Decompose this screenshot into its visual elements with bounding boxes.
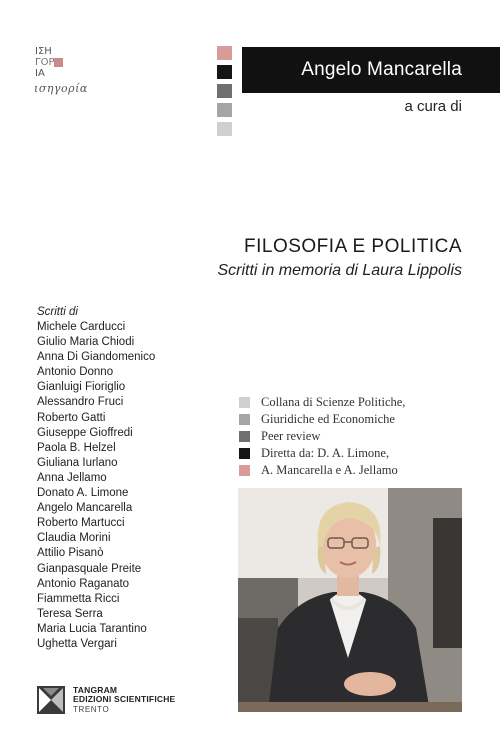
editor-note: a cura di — [404, 98, 462, 115]
contributor-name: Roberto Martucci — [37, 517, 125, 530]
square-4 — [217, 103, 232, 117]
publisher-name-1: TANGRAM — [73, 684, 118, 695]
publisher-name-2: EDIZIONI SCIENTIFICHE — [73, 694, 176, 705]
series-info-text: Peer review — [261, 429, 321, 443]
contributor-name: Paola B. Helzel — [37, 441, 116, 454]
author-bar — [242, 47, 500, 93]
square-1 — [217, 46, 232, 60]
isegoria-wordmark: ισηγορία — [34, 82, 88, 95]
contributor-name: Antonio Donno — [37, 366, 114, 379]
contributor-name: Maria Lucia Tarantino — [37, 622, 147, 635]
series-info-row — [239, 411, 469, 428]
svg-text:ΙΑ: ΙΑ — [35, 68, 45, 79]
series-info-row — [239, 462, 469, 479]
contributor-name: Gianpasquale Preite — [37, 562, 142, 575]
portrait-illustration — [238, 488, 462, 712]
contributor-name: Donato A. Limone — [37, 487, 129, 500]
svg-text:ΙΣΗ: ΙΣΗ — [35, 46, 52, 57]
series-info-row — [239, 445, 469, 462]
series-info-row — [239, 428, 469, 445]
contributor-name: Giuseppe Gioffredi — [37, 426, 133, 439]
contributor-name: Attilio Pisanò — [37, 547, 104, 560]
contributor-name: Gianluigi Fioriglio — [37, 381, 126, 394]
series-marker — [239, 465, 250, 476]
contributors-heading: Scritti di — [37, 306, 78, 318]
contributor-name: Ughetta Vergari — [37, 637, 117, 650]
series-marker — [239, 448, 250, 459]
isegoria-logo-icon — [34, 44, 70, 80]
series-marker — [239, 431, 250, 442]
contributors-list — [37, 306, 227, 652]
series-info — [239, 394, 469, 479]
series-info-row — [239, 394, 469, 411]
contributor-name: Alessandro Fruci — [37, 396, 124, 409]
contributor-name: Anna Jellamo — [37, 471, 107, 484]
portrait-photo — [238, 488, 462, 712]
square-2 — [217, 65, 232, 79]
contributor-name: Antonio Raganato — [37, 577, 130, 590]
contributor-name: Fiammetta Ricci — [37, 592, 120, 605]
square-5 — [217, 122, 232, 136]
series-info-text: Collana di Scienze Politiche, — [261, 395, 406, 409]
contributor-name: Roberto Gatti — [37, 411, 106, 424]
contributor-name: Angelo Mancarella — [37, 502, 133, 515]
decorative-squares — [217, 46, 232, 141]
publisher-text — [73, 686, 175, 715]
series-info-text: A. Mancarella e A. Jellamo — [261, 463, 398, 477]
series-info-text: Diretta da: D. A. Limone, — [261, 446, 390, 460]
contributor-name: Claudia Morini — [37, 532, 111, 545]
contributor-name: Giuliana Iurlano — [37, 456, 118, 469]
book-subtitle: Scritti in memoria di Laura Lippolis — [217, 262, 462, 279]
tangram-logo-icon — [37, 686, 65, 714]
publisher — [37, 685, 175, 715]
svg-text:ΓΟΡ: ΓΟΡ — [35, 57, 55, 68]
contributors — [37, 320, 227, 652]
publisher-city: TRENTO — [73, 704, 110, 714]
contributor-name: Anna Di Giandomenico — [37, 351, 156, 364]
square-3 — [217, 84, 232, 98]
series-info-text: Giuridiche ed Economiche — [261, 412, 395, 426]
author-name: Angelo Mancarella — [301, 59, 462, 80]
contributor-name: Giulio Maria Chiodi — [37, 336, 135, 349]
series-marker — [239, 414, 250, 425]
book-title: FILOSOFIA E POLITICA — [244, 236, 462, 257]
series-marker — [239, 397, 250, 408]
isegoria-logo — [34, 44, 94, 100]
contributor-name: Teresa Serra — [37, 607, 103, 620]
contributor-name: Michele Carducci — [37, 321, 126, 333]
